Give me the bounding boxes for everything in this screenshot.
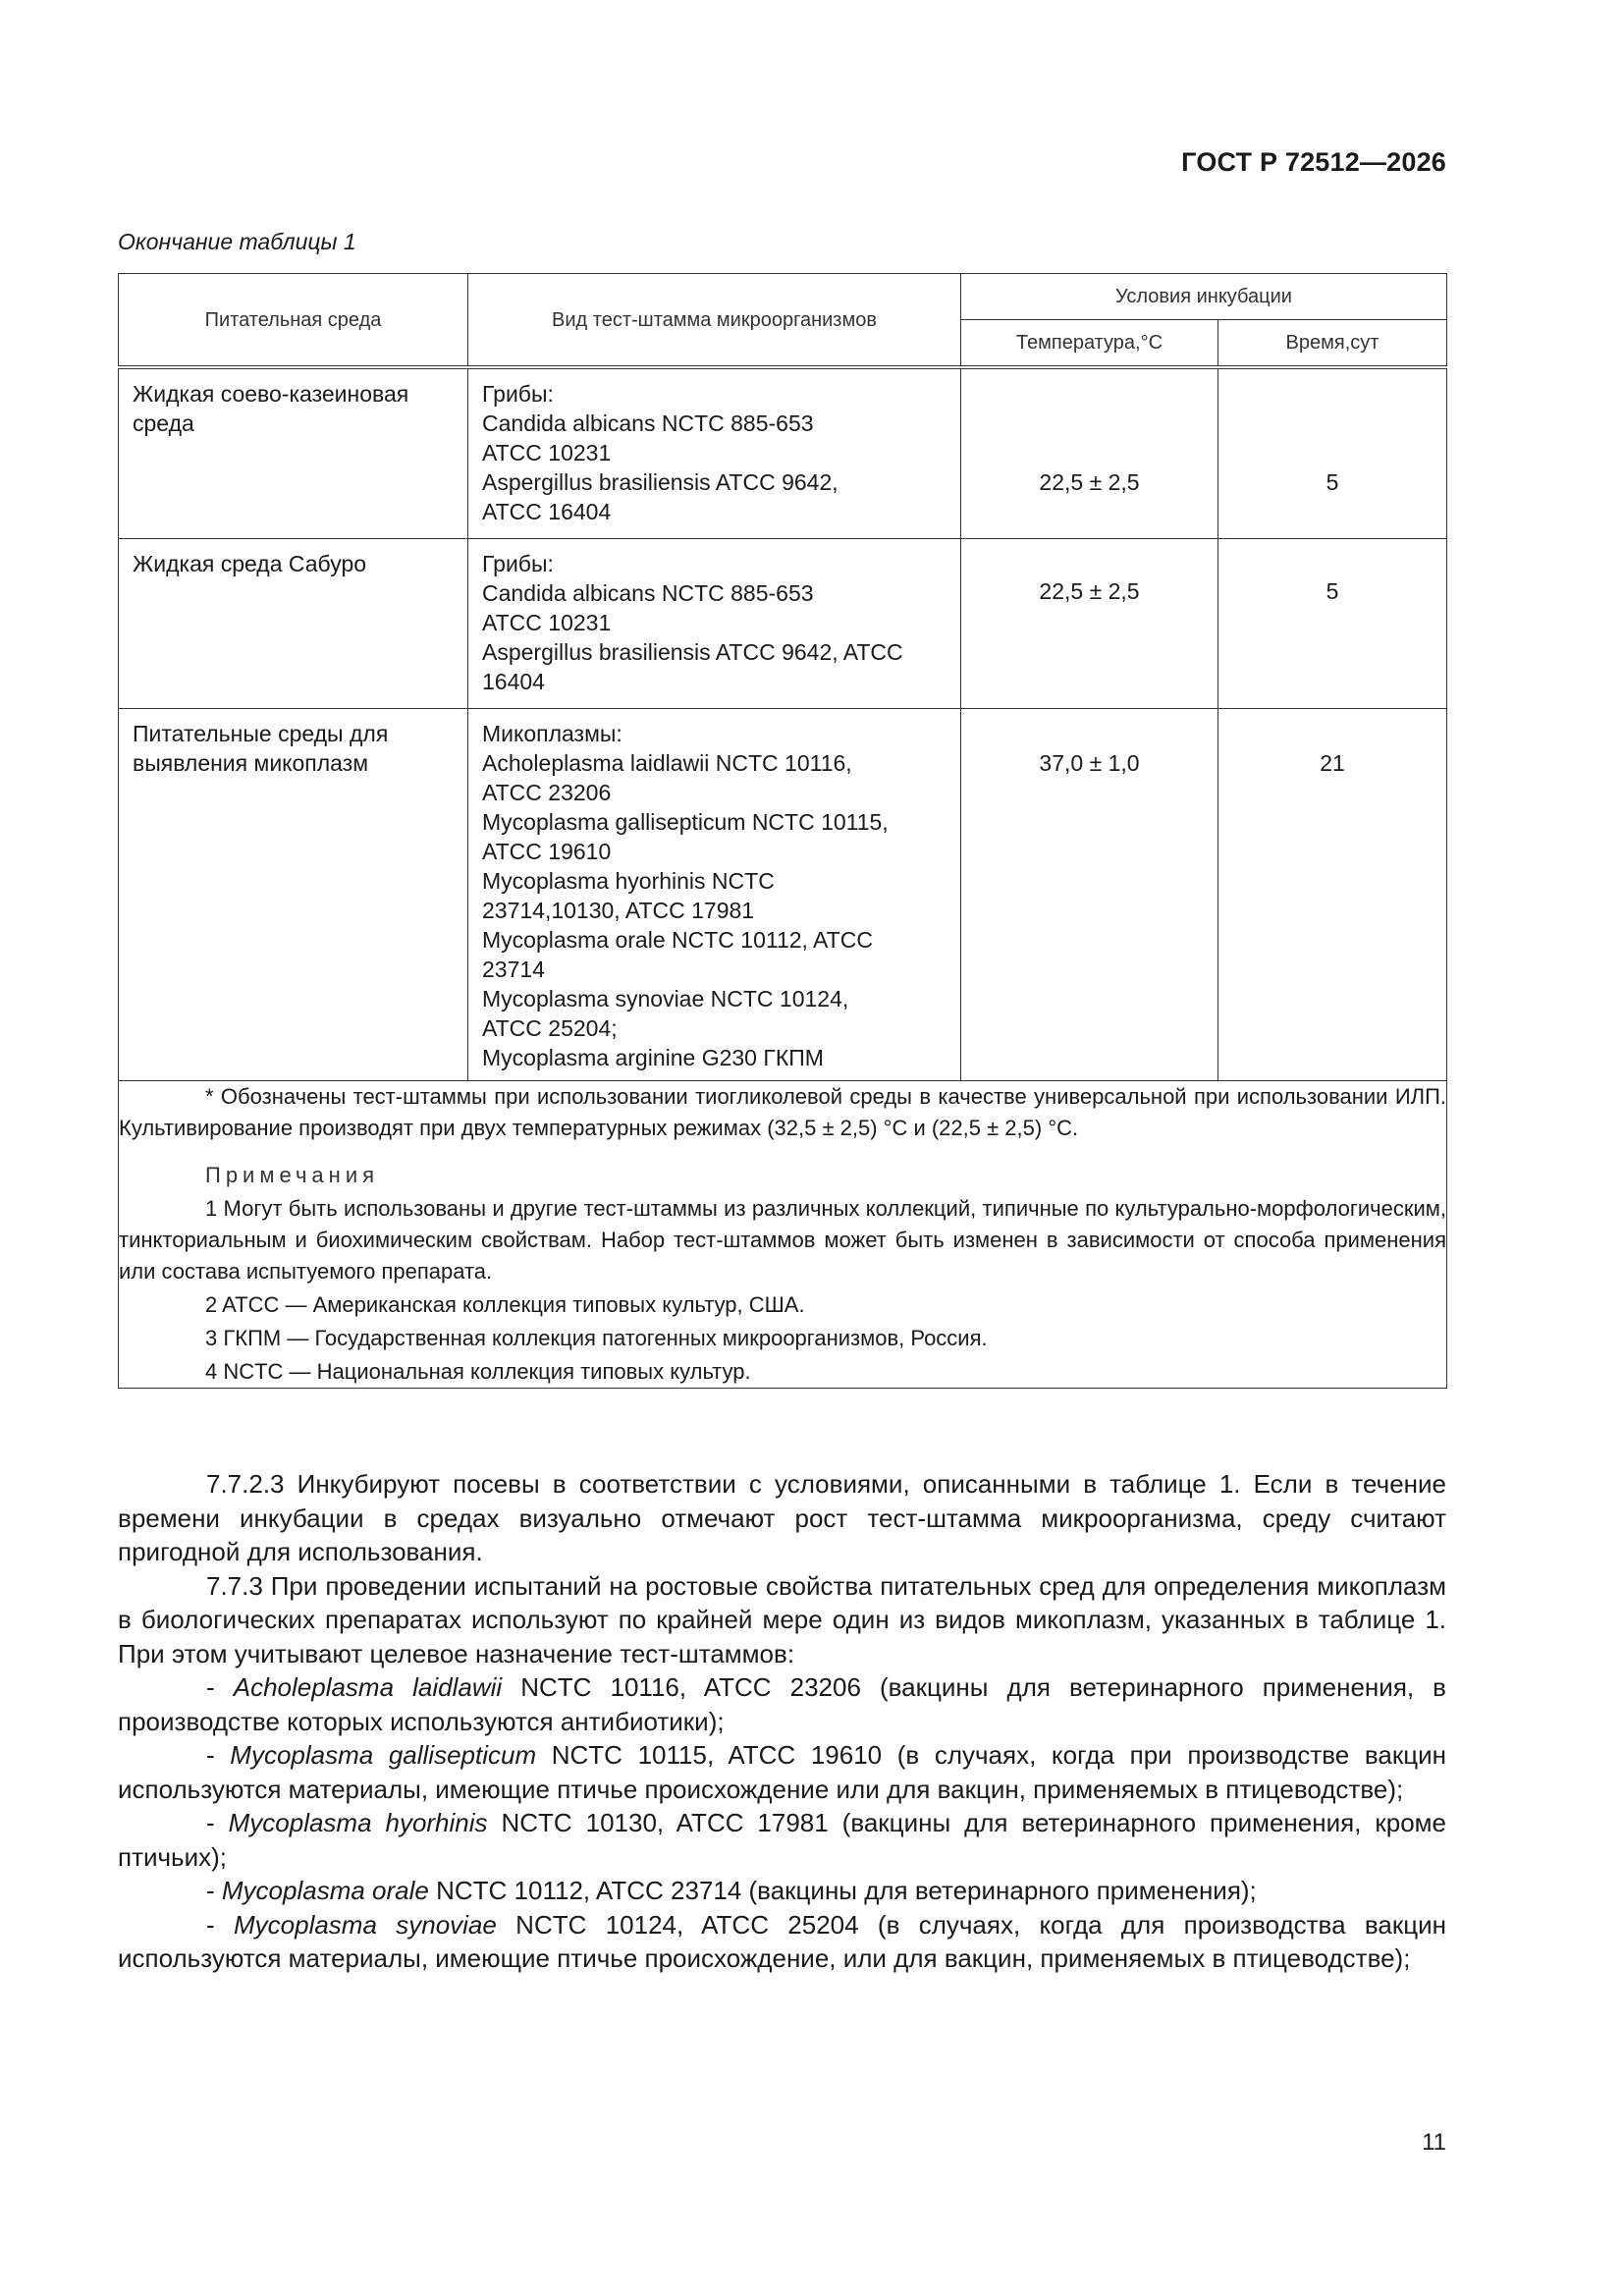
list-item [118,1806,1446,1874]
cell-temperature: 22,5 ± 2,5 [961,367,1218,539]
list-dash: - [206,1672,234,1702]
list-item-text: NCTC 10115, ATCC 19610 (в случаях, когда при производстве вакцин используются материалы, имеющие птичье происхождение или для вакцин, применяемых в птицеводстве); [118,1740,1446,1804]
strain-line: Aspergillus brasiliensis ATCC 9642, [482,469,839,495]
header-time: Время,сут [1218,320,1447,368]
header-conditions: Условия инкубации [961,274,1447,320]
strain-line: Mycoplasma gallisepticum NCTC 10115, [482,809,889,835]
strain-line: ATCC 25204; [482,1015,618,1041]
paragraph-7-7-3: 7.7.3 При проведении испытаний на ростовые свойства питательных сред для определения микоплазм в биологических препаратах используют по крайней мере один из видов микоплазм, указанных в таблице 1. При этом учитывают целевое назначение тест-штаммов: [118,1570,1446,1668]
strain-line: 23714,10130, ATCC 17981 [482,898,755,923]
cell-medium: Питательные среды для выявления микоплазм [119,709,468,1081]
strain-line: Mycoplasma orale NCTC 10112, ATCC [482,927,873,953]
strain-line: ATCC 10231 [482,440,612,465]
strain-line: Acholeplasma laidlawii NCTC 10116, [482,750,852,776]
list-dash: - [206,1909,234,1940]
list-item [118,1874,1446,1908]
species-name: Mycoplasma orale [221,1876,429,1905]
table-footnote-row [119,1081,1447,1389]
strain-line: ATCC 19610 [482,839,612,864]
paragraph-7-7-2-3: 7.7.2.3 Инкубируют посевы в соответствии с условиями, описанными в таблице 1. Если в течение времени инкубации в средах визуально отмечают рост тест-штамма микроорганизма, среду считают пригодной для использования. [118,1469,1446,1566]
strain-line: Mycoplasma synoviae NCTC 10124, [482,986,849,1011]
page-number: 11 [1422,2129,1446,2156]
strain-line: Микоплазмы: [482,721,622,746]
list-item-text: NCTC 10124, ATCC 25204 (в случаях, когда для производства вакцин используются материалы, имеющие птичье происхождение, или для вакцин, применяемых в птицеводстве); [118,1909,1446,1973]
table-row [119,709,1447,1081]
note-item: 4 NCTC — Национальная коллекция типовых культур. [205,1359,751,1384]
list-item [118,1738,1446,1806]
species-name: Acholeplasma laidlawii [233,1672,503,1702]
strain-line: 23714 [482,957,545,982]
list-dash: - [206,1808,229,1837]
list-item-text: NCTC 10112, ATCC 23714 (вакцины для ветеринарного применения); [428,1876,1257,1905]
body-text [118,1467,1446,1976]
header-medium: Питательная среда [119,274,468,368]
list-dash: - [206,1876,222,1905]
cell-strains [468,367,961,539]
species-name: Mycoplasma hyorhinis [228,1808,488,1837]
list-item [118,1908,1446,1976]
table-row [119,367,1447,539]
cell-strains [468,539,961,709]
cell-medium: Жидкая соево-казеиновая среда [119,367,468,539]
cell-strains [468,709,961,1081]
strain-line: Грибы: [482,381,554,407]
strain-line: 16404 [482,669,545,694]
species-name: Mycoplasma synoviae [233,1909,497,1940]
document-code: ГОСТ Р 72512—2026 [1181,147,1446,177]
list-dash: - [206,1740,231,1770]
strain-line: Грибы: [482,551,554,576]
cell-time: 5 [1218,367,1447,539]
strain-line: Mycoplasma arginine G230 ГКПМ [482,1045,824,1070]
strain-line: Candida albicans NCTC 885-653 [482,410,814,436]
strain-line: Aspergillus brasiliensis ATCC 9642, ATCC [482,639,903,665]
table-1 [118,273,1446,1389]
cell-temperature: 22,5 ± 2,5 [961,539,1218,709]
header-temperature: Температура,°С [961,320,1218,368]
cell-time: 5 [1218,539,1447,709]
table-footnote: * Обозначены тест-штаммы при использовании тиогликолевой среды в качестве универсальной при использовании ИЛП. Культивирование производят при двух температурных режимах (32,5 ± 2,5) °С и (22,5 ± 2,5) °С. [119,1084,1446,1140]
list-item-text: NCTC 10116, ATCC 23206 (вакцины для ветеринарного применения, в производстве которых используются антибиотики); [118,1672,1446,1736]
cell-medium: Жидкая среда Сабуро [119,539,468,709]
notes-title: Примечания [205,1163,380,1187]
cell-time: 21 [1218,709,1447,1081]
note-item: 1 Могут быть использованы и другие тест-штаммы из различных коллекций, типичные по культурально-морфологическим, тинкториальным и биохимическим свойствам. Набор тест-штаммов может быть изменен в зависимости от способа применения или состава испытуемого препарата. [119,1196,1446,1284]
strain-line: ATCC 10231 [482,610,612,635]
strain-line: Mycoplasma hyorhinis NCTC [482,868,775,894]
species-name: Mycoplasma gallisepticum [230,1740,537,1770]
cell-temperature: 37,0 ± 1,0 [961,709,1218,1081]
note-item: 2 ATCC — Американская коллекция типовых культур, США. [205,1292,805,1317]
list-item [118,1670,1446,1738]
incubation-table [118,273,1447,1389]
table-caption: Окончание таблицы 1 [118,229,356,254]
note-item: 3 ГКПМ — Государственная коллекция патогенных микроорганизмов, Россия. [205,1326,988,1350]
list-item-text: NCTC 10130, ATCC 17981 (вакцины для ветеринарного применения, кроме птичьих); [118,1808,1446,1872]
strain-line: ATCC 23206 [482,780,612,805]
table-row [119,539,1447,709]
header-strain: Вид тест-штамма микроорганизмов [468,274,961,368]
table-footnote-cell [119,1081,1447,1389]
strain-line: ATCC 16404 [482,499,612,524]
strain-line: Candida albicans NCTC 885-653 [482,580,814,606]
